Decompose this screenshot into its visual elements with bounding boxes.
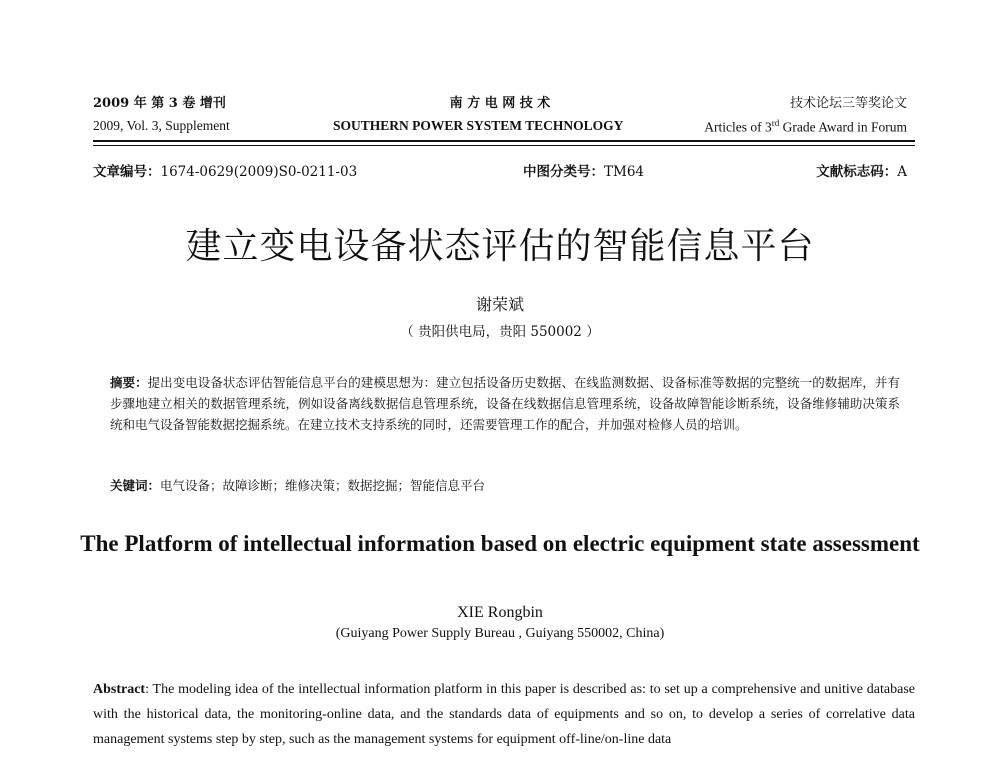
document-code-label: 文献标志码： (816, 164, 898, 180)
abstract-cn-text: 提出变电设备状态评估智能信息平台的建模思想为：建立包括设备历史数据、在线监测数据、设备标准等数据的完整统一的数据库，并有步骤地建立相关的数据管理系统，例如设备离线数据信息管理系统，设备在线数据信息管理系统，设备故障智能诊断系统，设备维修辅助决策系统和电气设备智能数据挖掘系统。在建立技术支持系统的同时，还需要管理工作的配合，并加强对检修人员的培训。 (110, 375, 900, 432)
header-award-en (704, 118, 907, 136)
header-rule-thick (93, 140, 915, 142)
page-title-en: The Platform of intellectual information based on electric equipment state assessment (80, 531, 920, 556)
header-award-cn: 技术论坛三等奖论文 (789, 96, 907, 111)
keywords-cn-label: 关键词： (110, 478, 161, 493)
article-number-value: 1674-0629(2009)S0-0211-03 (160, 164, 358, 180)
affiliation-cn: （ 贵阳供电局，贵阳 550002 ） (400, 324, 600, 340)
header-rule-thin (93, 145, 915, 146)
article-number (93, 160, 357, 180)
abstract-cn-label: 摘要： (110, 375, 148, 390)
award-en-sup: rd (771, 118, 780, 128)
keywords-cn (110, 476, 900, 494)
abstract-cn (110, 372, 900, 435)
abstract-en-label: Abstract (93, 682, 146, 697)
abstract-en-text: : The modeling idea of the intellectual information platform in this paper is described as: to set up a comprehensive and unitive database with the historical data, the monitoring-online data, and the standards data of equipments and so on, to develop a series of correlative data management systems step by step, such as the management systems for equipment off-line/on-line data (93, 682, 915, 747)
page-title-cn: 建立变电设备状态评估的智能信息平台 (185, 226, 815, 267)
clc-label: 中图分类号： (523, 164, 604, 180)
author-cn: 谢荣斌 (475, 295, 524, 314)
award-en-suffix: Grade Award in Forum (779, 119, 907, 135)
header-issue-cn: 2009 年 第 3 卷 增刊 (93, 96, 226, 111)
header-journal-en: SOUTHERN POWER SYSTEM TECHNOLOGY (333, 118, 624, 133)
affiliation-en: (Guiyang Power Supply Bureau , Guiyang 550002, China) (335, 626, 665, 641)
document-code-value: A (897, 164, 907, 180)
author-en: XIE Rongbin (457, 604, 543, 621)
award-en-prefix: Articles of 3 (704, 119, 772, 135)
abstract-en (93, 677, 915, 752)
header-issue-en: 2009, Vol. 3, Supplement (93, 118, 230, 133)
document-code (816, 160, 907, 180)
clc-number (523, 160, 644, 180)
article-number-label: 文章编号： (93, 164, 161, 180)
header-journal-cn: 南 方 电 网 技 术 (449, 96, 551, 111)
clc-value: TM64 (604, 164, 645, 180)
keywords-cn-text: 电气设备；故障诊断；维修决策；数据挖掘；智能信息平台 (160, 478, 486, 493)
